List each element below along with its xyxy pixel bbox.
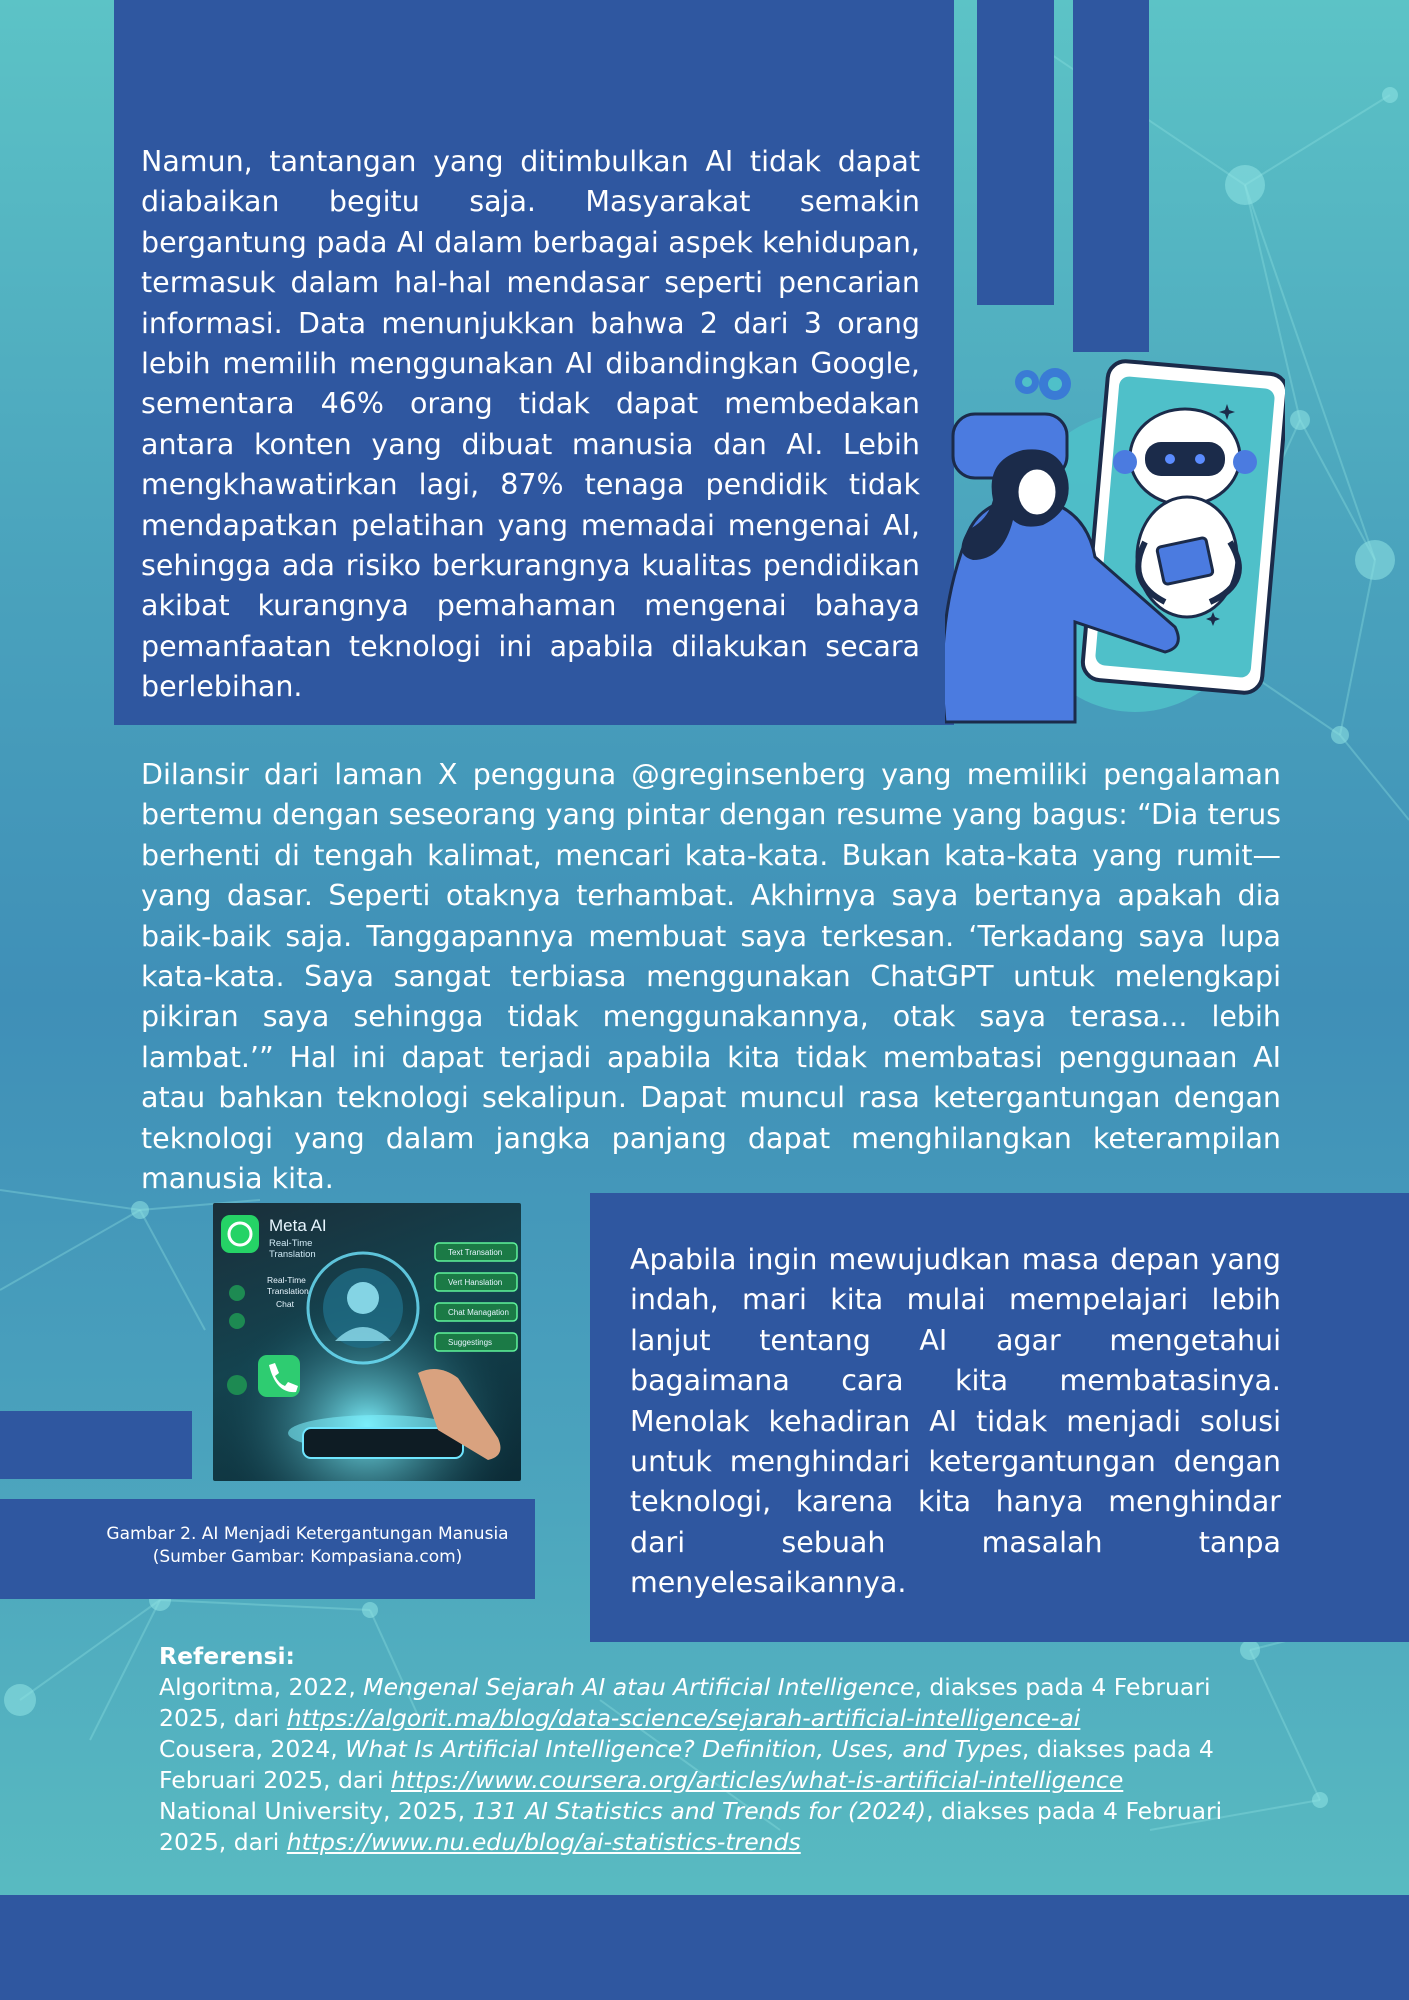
- gear-icon: [1015, 368, 1071, 400]
- svg-text:Chat: Chat: [276, 1299, 294, 1309]
- footer-band: [0, 1895, 1409, 2000]
- reference-link-1[interactable]: https://algorit.ma/blog/data-science/sejarah-artificial-intelligence-ai: [286, 1704, 1081, 1732]
- svg-text:Text Transation: Text Transation: [448, 1248, 503, 1257]
- figure-caption: [60, 1523, 555, 1569]
- caption-line-1: Gambar 2. AI Menjadi Ketergantungan Manusia: [106, 1524, 509, 1544]
- svg-text:Translation: Translation: [269, 1249, 316, 1260]
- phone-icon: [258, 1355, 300, 1397]
- references-heading: Referensi:: [159, 1642, 295, 1670]
- meta-ai-photo: [213, 1203, 521, 1481]
- decor-bar-top-2: [1073, 0, 1149, 352]
- svg-text:Real-Time: Real-Time: [269, 1238, 313, 1249]
- laptop-icon: [1157, 537, 1214, 585]
- caption-line-2: (Sumber Gambar: Kompasiana.com): [152, 1547, 463, 1567]
- references: [159, 1641, 1276, 1858]
- decor-bar-left: [0, 1411, 192, 1479]
- svg-text:Vert Hanslation: Vert Hanslation: [448, 1278, 503, 1287]
- svg-text:Real-Time: Real-Time: [267, 1275, 306, 1285]
- intro-paragraph: Namun, tantangan yang ditimbulkan AI tidak dapat diabaikan begitu saja. Masyarakat semakin bergantung pada AI dalam berbagai aspek kehidupan, termasuk dalam hal-hal mendasar seperti pencarian informasi. Data menunjukkan bahwa 2 dari 3 orang lebih memilih menggunakan AI dibandingkan Google, sementara 46% orang tidak dapat membedakan antara konten yang dibuat manusia dan AI. Lebih mengkhawatirkan lagi, 87% tenaga pendidik tidak mendapatkan pelatihan yang memadai mengenai AI, sehingga ada risiko berkurangnya kualitas pendidikan akibat kurangnya pemahaman mengenai bahaya pemanfaatan teknologi ini apabila dilakukan secara berlebihan.: [141, 145, 920, 704]
- reference-item-1: Algoritma, 2022, Mengenal Sejarah AI atau Artificial Intelligence, diakses pada 4 Februari 2025, dari https://algorit.ma/blog/data-science/sejarah-artificial-intelligence-ai: [159, 1673, 1211, 1732]
- reference-item-3: National University, 2025, 131 AI Statistics and Trends for (2024), diakses pada 4 Februari 2025, dari https://www.nu.edu/blog/ai-statistics-trends: [159, 1797, 1223, 1856]
- reference-link-3[interactable]: https://www.nu.edu/blog/ai-statistics-trends: [286, 1828, 801, 1856]
- quote-paragraph: Dilansir dari laman X pengguna @greginsenberg yang memiliki pengalaman bertemu dengan seseorang yang pintar dengan resume yang bagus: “Dia terus berhenti di tengah kalimat, mencari kata-kata. Bukan kata-kata yang rumit—yang dasar. Seperti otaknya terhambat. Akhirnya saya bertanya apakah dia baik-baik saja. Tanggapannya membuat saya terkesan. ‘Terkadang saya lupa kata-kata. Saya sangat terbiasa menggunakan ChatGPT untuk melengkapi pikiran saya sehingga tidak menggunakannya, otak saya terasa... lebih lambat.’” Hal ini dapat terjadi apabila kita tidak membatasi penggunaan AI atau bahkan teknologi sekalipun. Dapat muncul rasa ketergantungan dengan teknologi yang dalam jangka panjang dapat menghilangkan keterampilan manusia kita.: [141, 758, 1281, 1196]
- photo-title: Meta AI: [269, 1216, 327, 1235]
- whatsapp-icon: [221, 1215, 259, 1253]
- robot-chat-illustration: [945, 352, 1285, 732]
- conclusion-paragraph: Apabila ingin mewujudkan masa depan yang indah, mari kita mulai mempelajari lebih lanjut tentang AI agar mengetahui bagaimana cara kita membatasinya. Menolak kehadiran AI tidak menjadi solusi untuk menghindari ketergantungan dengan teknologi, karena kita hanya menghindar dari sebuah masalah tanpa menyelesaikannya.: [630, 1243, 1281, 1600]
- svg-text:Chat Managation: Chat Managation: [448, 1308, 509, 1317]
- reference-item-2: Cousera, 2024, What Is Artificial Intelligence? Definition, Uses, and Types, diakses pada 4 Februari 2025, dari https://www.coursera.org/articles/what-is-artificial-intelligence: [159, 1735, 1214, 1794]
- svg-text:Suggestings: Suggestings: [448, 1338, 493, 1347]
- reference-link-2[interactable]: https://www.coursera.org/articles/what-is-artificial-intelligence: [390, 1766, 1124, 1794]
- svg-text:Translation: Translation: [267, 1286, 309, 1296]
- decor-bar-top-1: [977, 0, 1054, 305]
- hologram-head-icon: [308, 1253, 418, 1363]
